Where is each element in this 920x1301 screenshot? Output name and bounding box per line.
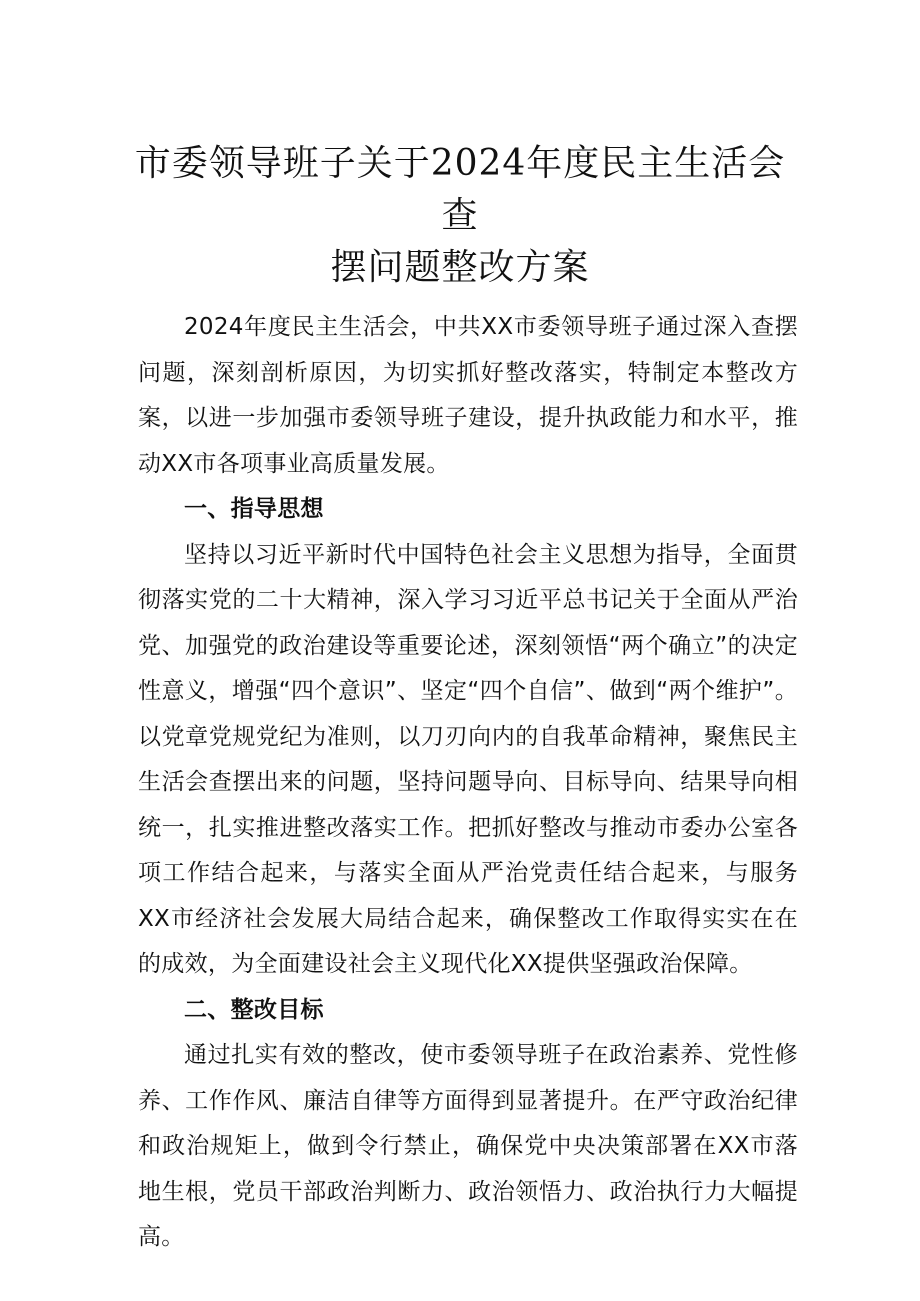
document-title [120, 138, 800, 294]
document-body [138, 305, 798, 1261]
section-heading-rectification-goals: 二、整改目标 [184, 996, 324, 1023]
intro-paragraph: 2024年度民主生活会，中共XX市委领导班子通过深入查摆问题，深刻剖析原因，为切实抓好整改落实，特制定本整改方案，以进一步加强市委领导班子建设，提升执政能力和水平，推动XX市各项事业高质量发展。 [138, 314, 798, 477]
section-heading-guiding-ideology: 一、指导思想 [184, 496, 324, 522]
title-line-1: 市委领导班子关于2024年度民主生活会查 [134, 143, 786, 236]
title-line-2: 摆问题整改方案 [330, 247, 590, 288]
guiding-ideology-paragraph: 坚持以习近平新时代中国特色社会主义思想为指导，全面贯彻落实党的二十大精神，深入学习习近平总书记关于全面从严治党、加强党的政治建设等重要论述，深刻领悟“两个确立”的决定性意义，增强“四个意识”、坚定“四个自信”、做到“两个维护”。以党章党规党纪为准则，以刀刃向内的自我革命精神，聚焦民主生活会查摆出来的问题，坚持问题导向、目标导向、结果导向相统一，扎实推进整改落实工作。把抓好整改与推动市委办公室各项工作结合起来，与落实全面从严治党责任结合起来，与服务XX市经济社会发展大局结合起来，确保整改工作取得实实在在的成效，为全面建设社会主义现代化XX提供坚强政治保障。 [138, 541, 798, 977]
rectification-goals-paragraph: 通过扎实有效的整改，使市委领导班子在政治素养、党性修养、工作作风、廉洁自律等方面得到显著提升。在严守政治纪律和政治规矩上，做到令行禁止，确保党中央决策部署在XX市落地生根，党员干部政治判断力、政治领悟力、政治执行力大幅提高。 [138, 1042, 798, 1250]
